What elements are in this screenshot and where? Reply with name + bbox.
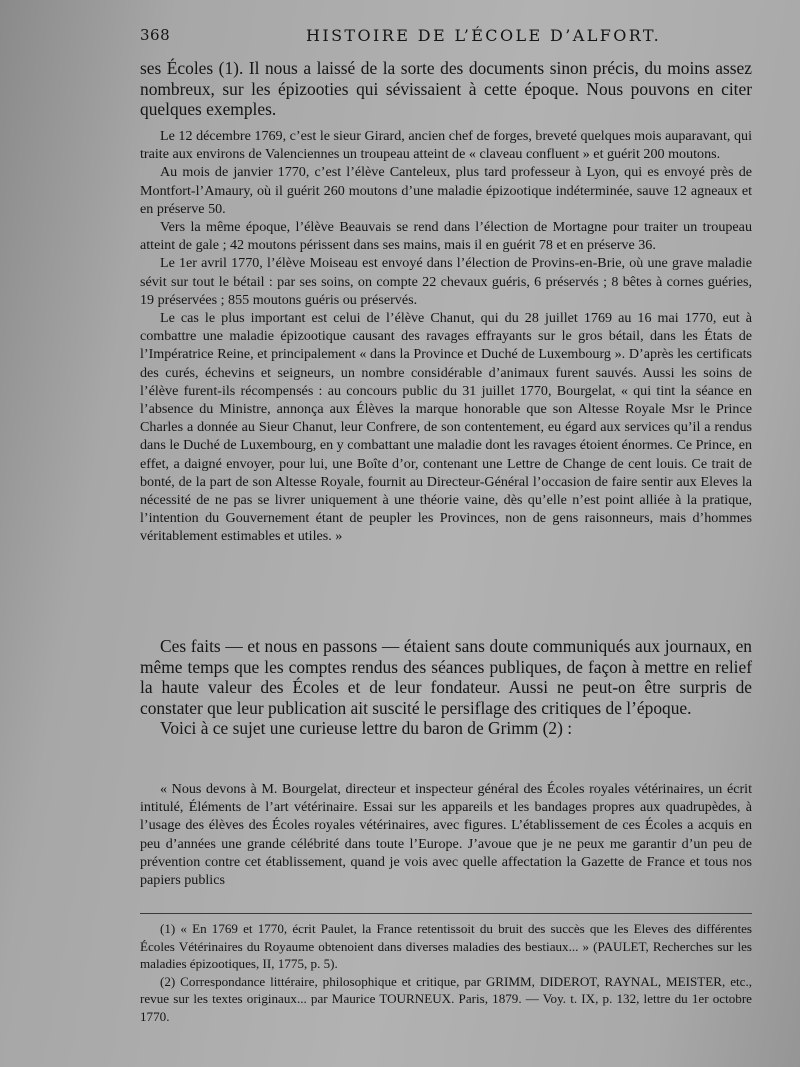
footnote-rule <box>140 913 752 914</box>
case-moiseau: Le 1er avril 1770, l’élève Moiseau est envoyé dans l’élection de Provins-en-Brie, où une grave maladie sévit sur tout le bétail : par ses soins, on compte 22 chevaux guéris, 6 préservés ; 8 bêtes à cornes guéries, 19 préservées ; 855 moutons guéris ou préservés. <box>140 255 752 308</box>
page-number: 368 <box>140 26 171 44</box>
facts-paragraph: Ces faits — et nous en passons — étaient sans doute communiqués aux journaux, en même temps que les comptes rendus des séances publiques, de façon à mettre en relief la haute valeur des Écoles et de leur fondateur. Aussi ne peut-on être surpris de constater que leur publication ait suscité le persiflage des critiques de l’époque. <box>140 636 752 718</box>
intro-paragraph: ses Écoles (1). Il nous a laissé de la sorte des documents sinon précis, du moins assez nombreux, sur les épizooties qui sévissaient à cette époque. Nous pouvons en citer quelques exemples. <box>140 58 752 119</box>
case-girard: Le 12 décembre 1769, c’est le sieur Girard, ancien chef de forges, breveté quelques mois auparavant, qui traite aux environs de Valenciennes un troupeau atteint de « claveau confluent » et guérit 200 moutons. <box>140 128 752 163</box>
case-chanut: Le cas le plus important est celui de l’élève Chanut, qui du 28 juillet 1769 au 16 mai 1770, eut à combattre une maladie épizootique causant des ravages effrayants sur le gros bétail, dans les États de l’Impératrice Reine, et principalement « dans la Province et Duché de Luxembourg ». D’après les certificats des curés, échevins et seigneurs, un nombre considérable d’animaux furent sauvés. Aussi les soins de l’élève furent-ils récompensés : au concours public du 31 juillet 1770, Bourgelat, « qui tint la séance en l’absence du Ministre, annonça aux Élèves la marque honorable que son Altesse Royale Msr le Prince Charles a donnée au Sieur Chanut, leur Confrere, de son contentement, eu égard aux services qu’il a rendus dans le Duché de Luxembourg, en y combattant une maladie dont les ravages étoient énormes. Ce Prince, en effet, a daigné envoyer, pour lui, une Boîte d’or, contenant une Lettre de Change de cent louis. Ce trait de bonté, de la part de son Altesse Royale, fournit au Directeur-Général l’occasion de faire sentir aux Eleves la nécessité de ne pas se livrer uniquement à une théorie vaine, dès qu’elle n’est point alliée à la pratique, l’intention du Gouvernement étant de peupler les Provinces, non de gens raisonneurs, mais d’hommes véritablement estimables et utiles. » <box>140 310 752 545</box>
page-header <box>140 26 760 48</box>
footnote-1: (1) « En 1769 et 1770, écrit Paulet, la France retentissoit du bruit des succès que les Eleves des différentes Écoles Vétérinaires du Royaume obtenoient dans diverses maladies des bestiaux... » (PAULET, Recherches sur les maladies épizootiques, II, 1775, p. 5). <box>140 921 752 972</box>
epizootic-cases <box>140 127 752 546</box>
main-text <box>140 636 752 739</box>
grimm-letter-quote: « Nous devons à M. Bourgelat, directeur et inspecteur général des Écoles royales vétérinaires, un écrit intitulé, Éléments de l’art vétérinaire. Essai sur les appareils et les bandages propres aux quadrupèdes, à l’usage des élèves des Écoles royales vétérinaires, avec figures. L’établissement de ces Écoles a acquis en peu d’années une grande célébrité dans toute l’Europe. J’avoue que je ne peux me garantir d’un peu de prévention contre cet établissement, quand je vois avec quelle affectation la Gazette de France et tous nos papiers publics <box>140 781 752 889</box>
running-title: HISTOIRE DE L’ÉCOLE D’ALFORT. <box>306 26 662 45</box>
footnote-2: (2) Correspondance littéraire, philosophique et critique, par GRIMM, DIDEROT, RAYNAL, MEISTER, etc., revue sur les textes originaux... par Maurice TOURNEUX. Paris, 1879. — Voy. t. IX, p. 132, lettre du 1er octobre 1770. <box>140 973 752 1024</box>
footnotes <box>140 920 752 1026</box>
grimm-intro: Voici à ce sujet une curieuse lettre du baron de Grimm (2) : <box>160 718 573 738</box>
case-canteleux: Au mois de janvier 1770, c’est l’élève Canteleux, plus tard professeur à Lyon, qui es envoyé près de Montfort-l’Amaury, où il guérit 260 moutons d’une maladie épizootique indéterminée, sauve 12 agneaux et en préserve 50. <box>140 164 752 217</box>
case-beauvais: Vers la même époque, l’élève Beauvais se rend dans l’élection de Mortagne pour traiter un troupeau atteint de gale ; 42 moutons périssent dans ses mains, mais il en guérit 78 et en préserve 36. <box>140 219 752 254</box>
